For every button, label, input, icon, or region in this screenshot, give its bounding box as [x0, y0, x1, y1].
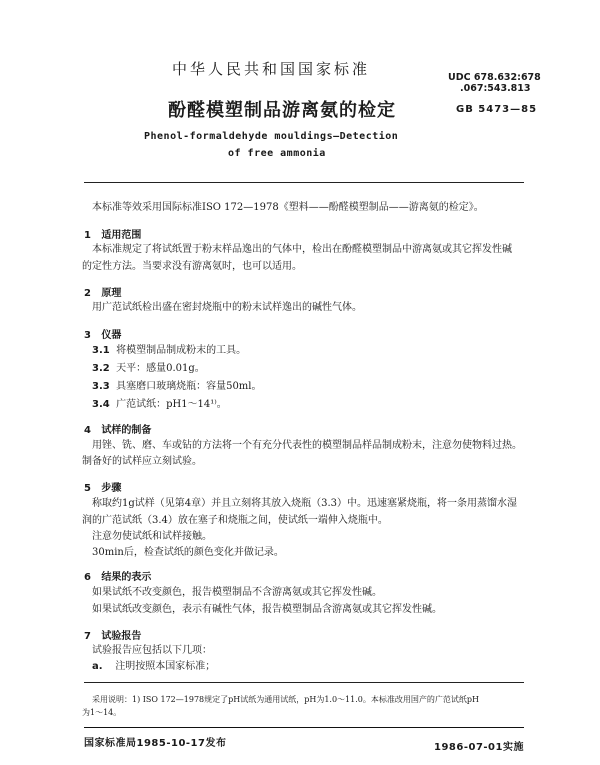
intro-paragraph: 本标准等效采用国际标准ISO 172—1978《塑料——酚醛模塑制品——游离氨的检定》。	[92, 202, 484, 213]
section-number: 3	[84, 330, 91, 341]
section-title: 试样的制备	[101, 425, 152, 436]
section-title: 原理	[101, 288, 122, 299]
list-item	[92, 380, 261, 394]
section-title: 试验报告	[101, 631, 142, 642]
section-4-text-line1: 用锉、铣、磨、车或钻的方法将一个有充分代表性的模塑制品样品制成粉末，注意勿使物料过热。	[92, 440, 522, 451]
item-number: 3.2	[92, 363, 110, 374]
section-4-heading	[84, 421, 151, 436]
section-number: 2	[84, 288, 91, 299]
section-1-text-line2: 的定性方法。当要求没有游离氨时，也可以适用。	[82, 261, 302, 272]
section-6-text-line2: 如果试纸改变颜色，表示有碱性气体，报告模塑制品含游离氨或其它挥发性碱。	[92, 604, 442, 615]
section-1-heading	[84, 226, 141, 241]
english-title-line2: of free ammonia	[228, 148, 326, 159]
section-5-text-line2: 润的广范试纸（3.4）放在塞子和烧瓶之间，使试纸一端伸入烧瓶中。	[82, 515, 388, 526]
item-text: 注明按照本国家标准；	[115, 661, 216, 672]
section-7-heading	[84, 627, 141, 642]
section-5-text-line3: 注意勿使试纸和试样接触。	[92, 531, 212, 542]
section-number: 7	[84, 631, 91, 642]
section-5-text-line1: 称取约1g试样（见第4章）并且立刻将其放入烧瓶（3.3）中。迅速塞紧烧瓶，将一条用蒸馏水湿	[92, 498, 518, 509]
list-item	[92, 398, 227, 412]
section-number: 6	[84, 572, 91, 583]
section-2-heading	[84, 284, 121, 299]
section-number: 5	[84, 483, 91, 494]
list-item	[92, 660, 215, 674]
section-5-text-line4: 30min后，检查试纸的颜色变化并做记录。	[92, 547, 284, 558]
section-title: 仪器	[101, 330, 122, 341]
item-text: 天平：感量0.01g。	[116, 363, 205, 374]
item-number: 3.1	[92, 345, 110, 356]
standard-number: GB 5473—85	[456, 104, 538, 115]
item-text: 具塞磨口玻璃烧瓶：容量50ml。	[116, 381, 262, 392]
section-1-text-line1: 本标准规定了将试纸置于粉末样品逸出的气体中，检出在酚醛模塑制品中游离氨或其它挥发性碱	[92, 244, 512, 255]
item-text: 广范试纸：pH1～14¹⁾。	[116, 399, 227, 410]
national-standard-heading: 中华人民共和国国家标准	[172, 60, 371, 78]
udc-code-line2: .067:543.813	[460, 83, 531, 94]
section-5-heading	[84, 479, 121, 494]
section-2-text: 用广范试纸检出盛在密封烧瓶中的粉末试样逸出的碱性气体。	[92, 302, 362, 313]
item-label: a.	[92, 661, 103, 672]
udc-code-line1: UDC 678.632:678	[448, 72, 541, 83]
section-7-text-line1: 试验报告应包括以下几项：	[92, 645, 212, 656]
section-4-text-line2: 制备好的试样应立刻试验。	[82, 456, 202, 467]
section-title: 结果的表示	[101, 572, 152, 583]
footnote-line2: 为1～14。	[82, 708, 122, 717]
list-item	[92, 362, 205, 376]
section-title: 步骤	[101, 483, 122, 494]
section-6-text-line1: 如果试纸不改变颜色，报告模塑制品不含游离氨或其它挥发性碱。	[92, 587, 382, 598]
section-6-heading	[84, 568, 151, 583]
section-title: 适用范围	[101, 230, 142, 241]
document-title: 酚醛模塑制品游离氨的检定	[168, 100, 396, 121]
header-divider	[84, 182, 524, 183]
footer-divider	[84, 727, 524, 728]
list-item	[92, 344, 246, 358]
item-number: 3.3	[92, 381, 110, 392]
effective-date: 1986-07-01实施	[434, 742, 524, 753]
footnote-divider	[84, 682, 524, 683]
english-title-line1: Phenol-formaldehyde mouldings—Detection	[144, 131, 399, 142]
issue-date: 国家标准局1985-10-17发布	[84, 738, 227, 749]
section-number: 4	[84, 425, 91, 436]
item-number: 3.4	[92, 399, 110, 410]
footnote-line1: 采用说明：1) ISO 172—1978规定了pH试纸为通用试纸，pH为1.0～11.0。本标准改用国产的广范试纸pH	[92, 695, 479, 704]
section-number: 1	[84, 230, 91, 241]
section-3-heading	[84, 326, 121, 341]
item-text: 将模塑制品制成粉末的工具。	[116, 345, 247, 356]
